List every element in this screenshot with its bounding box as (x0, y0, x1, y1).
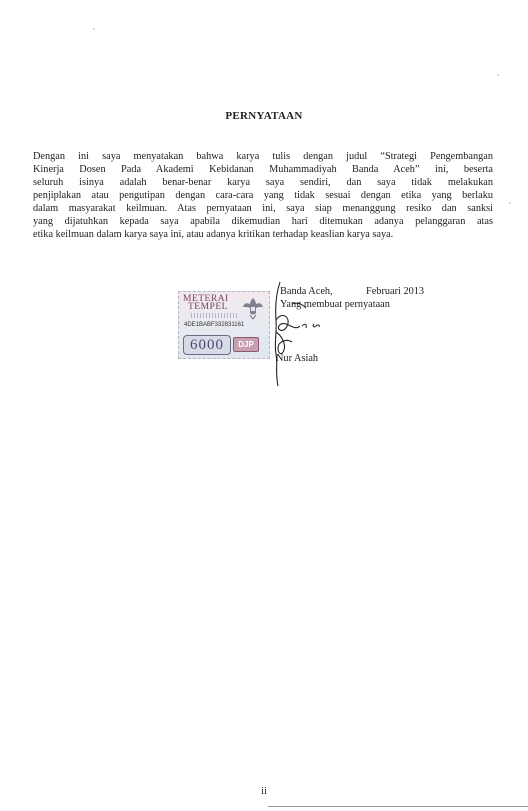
signer-name: Nur Asiah (276, 353, 319, 364)
statement-paragraph (33, 150, 493, 241)
signature-date: Februari 2013 (366, 286, 425, 297)
signature-city: Banda Aceh, (280, 286, 333, 297)
paragraph-line: seluruh isinya adalah benar-benar karya saya sendiri, dan saya tidak melakukan (33, 177, 493, 188)
paragraph-line: dalam masyarakat keilmuan. Atas pernyataan ini, saya siap menanggung resiko dan sanksi (33, 203, 493, 214)
document-title: PERNYATAAN (225, 110, 303, 122)
stamp-microtext (191, 313, 237, 318)
stamp-serial: 4DE1BABF332831161 (184, 322, 245, 328)
scan-speck (93, 28, 95, 30)
paragraph-line: etika keilmuan dalam karya saya ini, atau adanya kritikan terhadap keaslian karya saya. (33, 229, 394, 240)
paragraph-line: Dengan ini saya menyatakan bahwa karya tulis dengan judul “Strategi Pengembangan (33, 151, 493, 162)
paragraph-line: Kinerja Dosen Pada Akademi Kebidanan Muhammadiyah Banda Aceh” ini, beserta (33, 164, 493, 175)
scan-edge-line (268, 806, 528, 807)
scan-speck (497, 74, 499, 76)
stamp-title-line1: METERAI (183, 294, 229, 304)
paragraph-line: yang dijatuhkan kepada saya apabila dikemudian hari ditemukan adanya pelanggaran atas (33, 216, 493, 227)
meterai-stamp (178, 291, 270, 359)
scan-speck (509, 202, 511, 204)
handwritten-signature (262, 280, 334, 395)
stamp-djp-mark: DJP (233, 337, 259, 352)
stamp-denomination: 6000 (183, 335, 231, 355)
stamp-title-line2: TEMPEL (188, 302, 228, 312)
paragraph-line: penjiplakan atau pengutipan dengan cara-cara yang tidak sesuai dengan etika yang berlaku (33, 190, 493, 201)
signature-maker-line: Yang membuat pernyataan (280, 299, 390, 310)
page-number: ii (261, 786, 267, 797)
